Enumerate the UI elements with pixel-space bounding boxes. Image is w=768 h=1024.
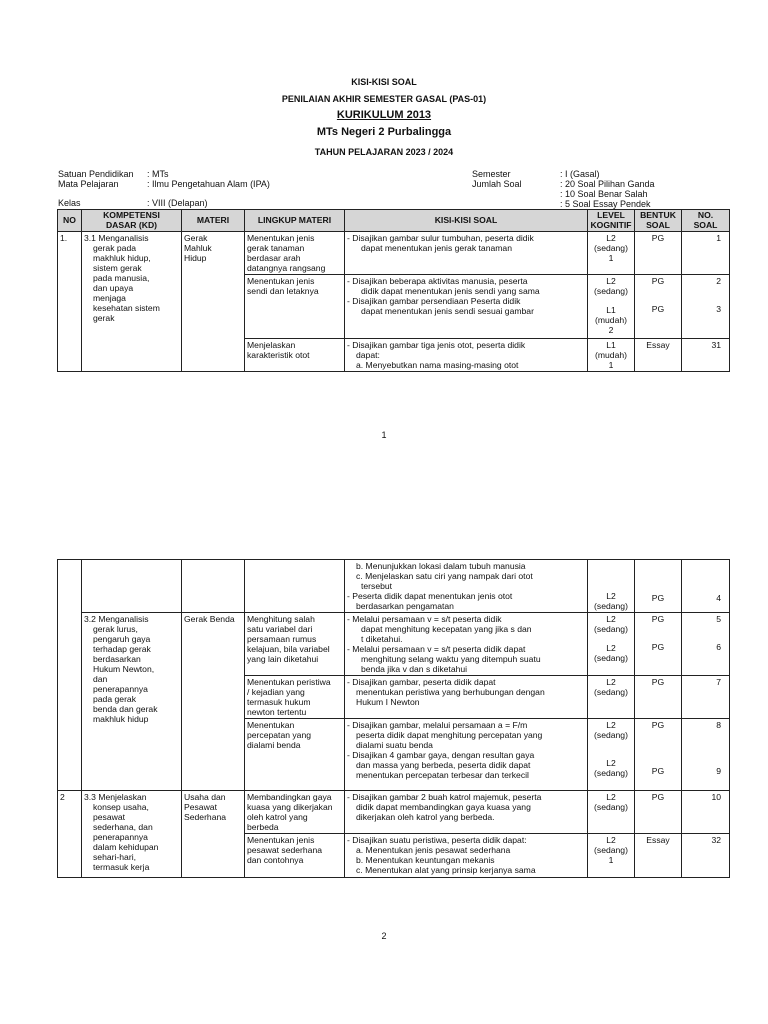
satuan-value: : MTs (147, 169, 169, 179)
mapel-value: : Ilmu Pengetahuan Alam (IPA) (147, 179, 270, 189)
cell-no (58, 560, 82, 791)
kelas-value: : VIII (Delapan) (147, 198, 208, 208)
cell-level: L2 (sedang) L2 (sedang) (588, 613, 635, 676)
col-lingkup: LINGKUP MATERI (245, 210, 345, 232)
cell-no: 2 (58, 791, 82, 878)
cell-kisi: - Disajikan gambar sulur tumbuhan, peserta didik dapat menentukan jenis gerak tanaman (345, 232, 588, 275)
col-kisi: KISI-KISI SOAL (345, 210, 588, 232)
cell-nosoal: 1 (682, 232, 730, 275)
cell-kd: 3.1 Menganalisis gerak pada makhluk hidup, sistem gerak pada manusia, dan upaya menjaga kesehatan sistem gerak (82, 232, 182, 372)
cell-level: L2 (sedang) (588, 560, 635, 613)
col-materi: MATERI (182, 210, 245, 232)
cell-kd: 3.2 Menganalisis gerak lurus, pengaruh gaya terhadap gerak berdasarkan Hukum Newton, dan penerapannya pada gerak benda dan gerak makhluk hidup (82, 613, 182, 791)
table-row (58, 560, 730, 613)
cell-kisi: - Disajikan beberapa aktivitas manusia, peserta didik dapat menentukan jenis sendi yang sama - Disajikan gambar persendiaan Peserta didik dapat menentukan jenis sendi sesuai gambar (345, 275, 588, 339)
cell-nosoal: 5 6 (682, 613, 730, 676)
cell-kd (82, 560, 182, 613)
cell-lingkup: Membandingkan gaya kuasa yang dikerjakan oleh katrol yang berbeda (245, 791, 345, 834)
cell-level: L2 (sedang) L2 (sedang) (588, 719, 635, 791)
col-nosoal: NO. SOAL (682, 210, 730, 232)
cell-kisi: b. Menunjukkan lokasi dalam tubuh manusia c. Menjelaskan satu ciri yang nampak dari otot tersebut - Peserta didik dapat menentukan jenis otot berdasarkan pengamatan (345, 560, 588, 613)
cell-nosoal: 4 (682, 560, 730, 613)
cell-materi: Usaha dan Pesawat Sederhana (182, 791, 245, 878)
semester-value: : I (Gasal) (560, 169, 600, 179)
cell-kisi: - Disajikan suatu peristiwa, peserta didik dapat: a. Menentukan jenis pesawat sederhana b. Menentukan keuntungan mekanis c. Menentukan alat yang prinsip kerjanya sama (345, 834, 588, 878)
col-level: LEVEL KOGNITIF (588, 210, 635, 232)
cell-level: L2 (sedang) 1 (588, 834, 635, 878)
kelas-label: Kelas (58, 198, 81, 208)
cell-level: L2 (sedang) (588, 676, 635, 719)
cell-kisi: - Disajikan gambar 2 buah katrol majemuk, peserta didik dapat membandingkan gaya kuasa yang dikerjakan oleh katrol yang berbeda. (345, 791, 588, 834)
cell-lingkup: Menjelaskan karakteristik otot (245, 339, 345, 372)
cell-bentuk: PG PG (635, 719, 682, 791)
table-row (58, 613, 730, 676)
cell-bentuk: PG (635, 791, 682, 834)
cell-nosoal: 10 (682, 791, 730, 834)
cell-nosoal: 8 9 (682, 719, 730, 791)
cell-nosoal: 7 (682, 676, 730, 719)
satuan-label: Satuan Pendidikan (58, 169, 134, 179)
academic-year: TAHUN PELAJARAN 2023 / 2024 (314, 147, 454, 157)
cell-kd: 3.3 Menjelaskan konsep usaha, pesawat sederhana, dan penerapannya dalam kehidupan sehari-hari, termasuk kerja (82, 791, 182, 878)
cell-bentuk: PG PG (635, 275, 682, 339)
cell-bentuk: PG (635, 560, 682, 613)
cell-level: L2 (sedang) (588, 791, 635, 834)
school-name: MTs Negeri 2 Purbalingga (316, 126, 452, 138)
curriculum-title: KURIKULUM 2013 (336, 109, 432, 121)
cell-bentuk: PG (635, 676, 682, 719)
page-number-2: 2 (381, 931, 387, 941)
table-row (58, 232, 730, 275)
cell-lingkup: Menentukan percepatan yang dialami benda (245, 719, 345, 791)
cell-nosoal: 2 3 (682, 275, 730, 339)
table-header-row (58, 210, 730, 232)
col-kd: KOMPETENSI DASAR (KD) (82, 210, 182, 232)
doc-title: KISI-KISI SOAL (351, 77, 417, 87)
cell-nosoal: 31 (682, 339, 730, 372)
semester-label: Semester (472, 169, 511, 179)
cell-bentuk: Essay (635, 339, 682, 372)
kisi-table-page2 (57, 559, 730, 878)
doc-subtitle: PENILAIAN AKHIR SEMESTER GASAL (PAS-01) (281, 94, 487, 104)
cell-materi: Gerak Benda (182, 613, 245, 791)
cell-bentuk: PG (635, 232, 682, 275)
cell-materi (182, 560, 245, 613)
cell-lingkup: Menentukan jenis sendi dan letaknya (245, 275, 345, 339)
cell-lingkup (245, 560, 345, 613)
col-no: NO (58, 210, 82, 232)
page-number-1: 1 (381, 430, 387, 440)
cell-lingkup: Menentukan jenis pesawat sederhana dan contohnya (245, 834, 345, 878)
cell-level: L1 (mudah) 1 (588, 339, 635, 372)
mapel-label: Mata Pelajaran (58, 179, 119, 189)
cell-lingkup: Menghitung salah satu variabel dari persamaan rumus kelajuan, bila variabel yang lain diketahui (245, 613, 345, 676)
cell-kisi: - Disajikan gambar tiga jenis otot, peserta didik dapat: a. Menyebutkan nama masing-masing otot (345, 339, 588, 372)
cell-kisi: - Disajikan gambar, peserta didik dapat menentukan peristiwa yang berhubungan dengan Hukum I Newton (345, 676, 588, 719)
cell-no: 1. (58, 232, 82, 372)
col-bentuk: BENTUK SOAL (635, 210, 682, 232)
cell-kisi: - Disajikan gambar, melalui persamaan a = F/m peserta didik dapat menghitung percepatan yang dialami suatu benda - Disajikan 4 gambar gaya, dengan resultan gaya dan massa yang berbeda, peserta didik dapat menentukan percepatan terbesar dan terkecil (345, 719, 588, 791)
cell-kisi: - Melalui persamaan v = s/t peserta didik dapat menghitung kecepatan yang jika s dan t diketahui. - Melalui persamaan v = s/t peserta didik dapat menghitung selang waktu yang ditempuh suatu benda jika v dan s diketahui (345, 613, 588, 676)
jumlah-label: Jumlah Soal (472, 179, 522, 189)
cell-materi: Gerak Mahluk Hidup (182, 232, 245, 372)
cell-bentuk: PG PG (635, 613, 682, 676)
cell-bentuk: Essay (635, 834, 682, 878)
jumlah-value-essay: : 5 Soal Essay Pendek (560, 199, 651, 209)
jumlah-value-bs: : 10 Soal Benar Salah (560, 189, 648, 199)
jumlah-value-pg: : 20 Soal Pilihan Ganda (560, 179, 655, 189)
cell-lingkup: Menentukan jenis gerak tanaman berdasar arah datangnya rangsang (245, 232, 345, 275)
cell-lingkup: Menentukan peristiwa / kejadian yang termasuk hukum newton tertentu (245, 676, 345, 719)
cell-level: L2 (sedang) L1 (mudah) 2 (588, 275, 635, 339)
cell-level: L2 (sedang) 1 (588, 232, 635, 275)
cell-nosoal: 32 (682, 834, 730, 878)
table-row (58, 791, 730, 834)
kisi-table-page1 (57, 209, 730, 372)
